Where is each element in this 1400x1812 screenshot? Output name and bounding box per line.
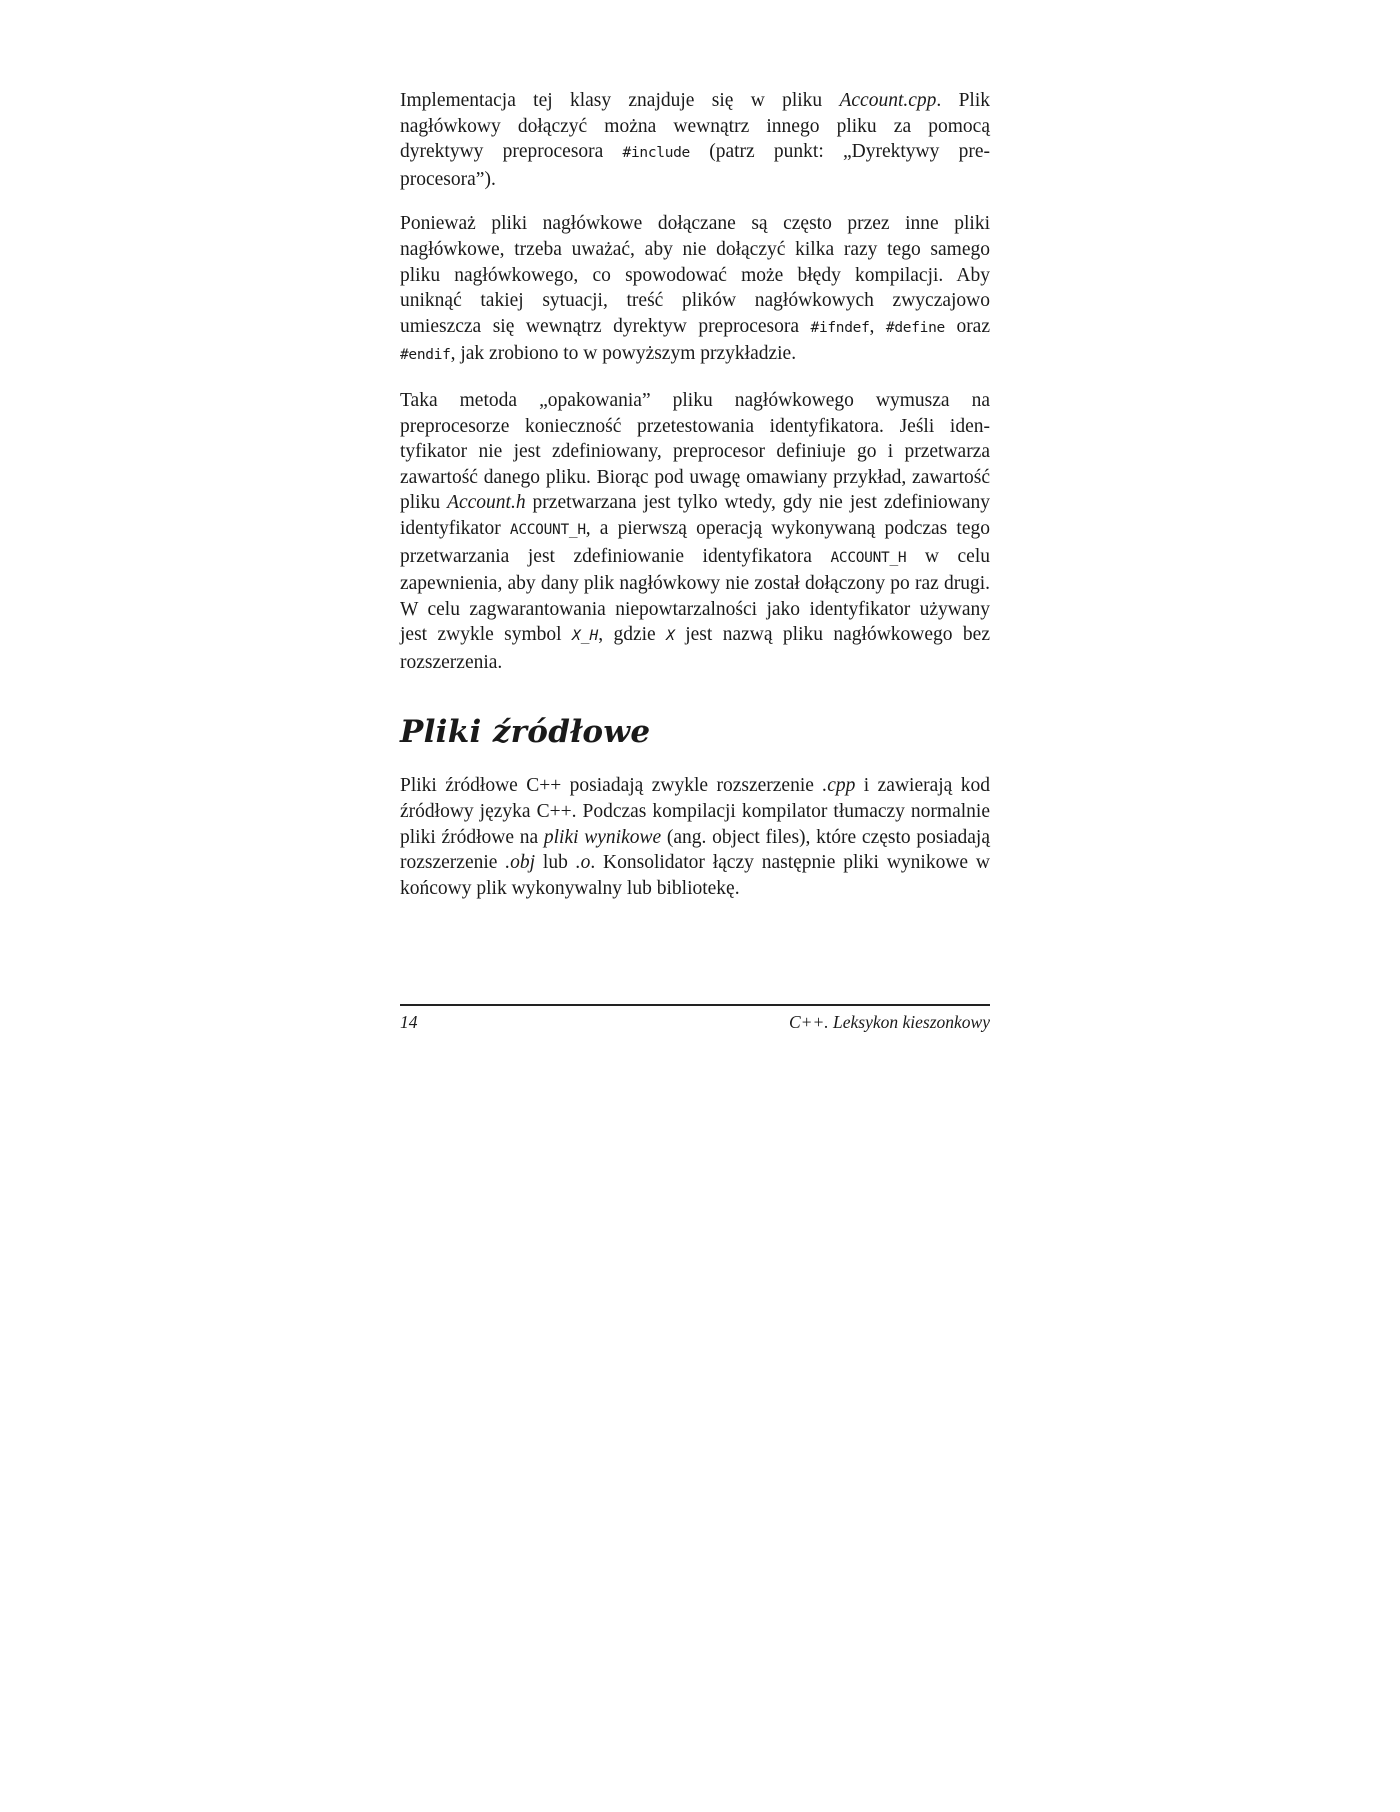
section-heading: Pliki źródłowe [400,714,651,751]
text: . Plik nagłówkowy dołączyć można wewnątrz innego pliku za pomocą dyrektywy preprocesora [400,90,990,163]
code-ifndef: #ifndef [810,319,870,336]
text: Pliki źródłowe C++ posiadają zwykle rozszerzenie [400,775,823,797]
filename-account-cpp: Account.cpp [839,90,937,111]
text: Ponieważ pliki nagłówkowe dołączane są często przez inne pliki nagłówkowe, trzeba uważać, aby nie dołączyć kilka razy tego samego pliku nagłówkowego, co spowodować może błędy kompilacji. Aby uniknąć takiej sytuacji, treść plików nagłówkowych zwyczajowo umieszcza się wewnątrz dyrektyw preprocesora [400,213,990,337]
text: , gdzie [598,624,667,646]
paragraph-source-files [400,773,990,901]
text: przetwarzana jest tylko wtedy, gdy nie jest zdefiniowany identyfikator [400,492,990,539]
text: , [869,315,886,337]
code-include: #include [622,145,690,162]
book-title: C++. Leksykon kieszonkowy [788,1012,990,1032]
text: jest nazwą pliku nagłówkowego bez rozszerzenia. [400,624,990,673]
page-number: 14 [400,1012,418,1032]
text: Implementacja tej klasy znajduje się w pliku [400,90,840,111]
extension-o: .o [575,852,591,874]
paragraph-wrapping-method [400,388,990,676]
paragraph-header-guards [400,211,990,369]
text: , jak zrobiono to w powyższym przykładzie. [450,343,797,365]
code-define: #define [885,319,945,336]
text: , a pierwszą operacją wykonywaną podczas tego przetwarzania jest zdefiniowanie identyfikatora [400,517,990,567]
code-x: X [666,628,675,645]
text: oraz [944,315,990,337]
code-endif: #endif [400,347,451,364]
paragraph-implementation [400,88,990,192]
text: w celu zapewnienia, aby dany plik nagłówkowy nie został dołączony po raz drugi. W celu zagwarantowania niepowtarzalności jako identyfikator używany jest zwykle symbol [400,545,990,646]
page-body [400,88,990,901]
text: (patrz punkt: „Dyrektywy preprocesora”). [400,141,990,190]
page-footer [400,1004,990,1033]
code-x-h: X_H [572,628,599,645]
text: i zawierają kod źródłowy języka C++. Podczas kompilacji kompilator tłumaczy normalnie pliki źródłowe na [400,775,990,848]
code-account-h: ACCOUNT_H [830,549,907,566]
code-account-h: ACCOUNT_H [509,521,586,538]
footer-row [400,1011,990,1033]
term-object-files: pliki wynikowe [543,826,662,848]
text: . Konsolidator łączy następnie pliki wynikowe w końcowy plik wykonywalny lub bibliotekę. [400,852,990,899]
extension-cpp: .cpp [822,775,856,797]
footer-rule [400,1004,990,1006]
filename-account-h: Account.h [447,492,526,514]
text: Taka metoda „opakowania” pliku nagłówkowego wymusza na preprocesorze konieczność przetestowania identyfikatora. Jeśli identyfikator nie jest zdefiniowany, preprocesor definiuje go i przetwarza zawartość danego pliku. Biorąc pod uwagę omawiany przykład, zawartość pliku [400,389,990,514]
extension-obj: .obj [505,852,536,874]
text: (ang. object files), które często posiadają rozszerzenie [400,826,990,874]
text: lub [535,852,576,874]
